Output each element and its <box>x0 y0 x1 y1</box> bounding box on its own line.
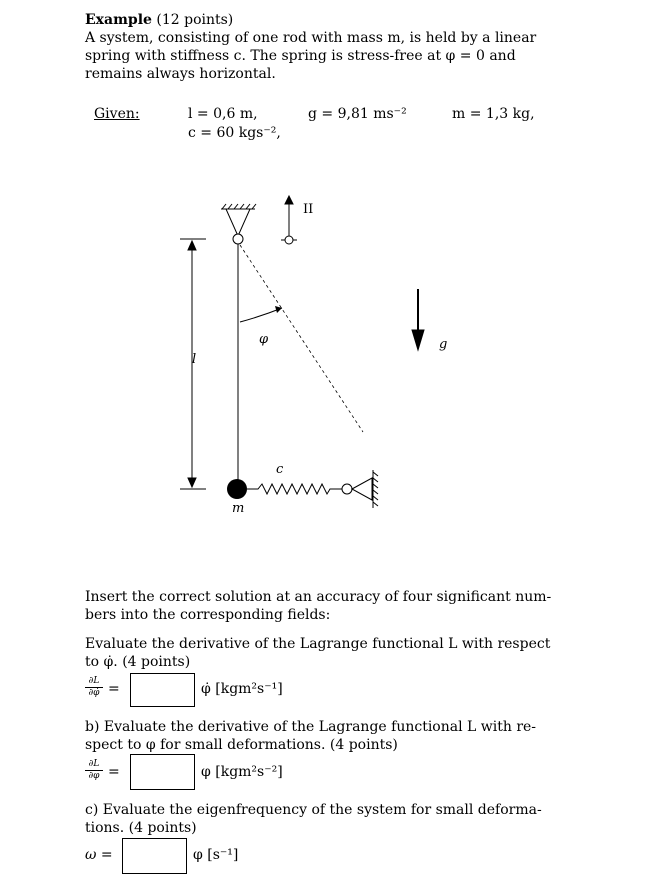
mass-label: m <box>232 501 245 516</box>
wall-hinge-support <box>342 470 378 508</box>
given-length: l = 0,6 m, <box>188 106 258 122</box>
q2-unit: φ [kgm²s⁻²] <box>201 764 283 780</box>
q3-lhs: ω = <box>85 847 113 863</box>
q1-equals: = <box>108 681 120 697</box>
q1-answer-field[interactable] <box>130 673 195 707</box>
spring <box>247 484 343 494</box>
gravity-arrow <box>412 289 424 350</box>
instructions-line-1: Insert the correct solution at an accuracy of four significant num- <box>85 589 552 605</box>
point-mass <box>227 479 247 499</box>
q3-answer-field[interactable] <box>122 838 187 874</box>
upper-hinge-support <box>221 204 256 244</box>
length-label: l <box>192 352 197 367</box>
given-gravity: g = 9,81 ms⁻² <box>308 106 407 122</box>
intro-line-1: A system, consisting of one rod with mass m, is held by a linear <box>85 30 537 46</box>
intro-line-2: spring with stiffness c. The spring is stress-free at φ = 0 and <box>85 48 516 64</box>
phi-label: φ <box>259 332 269 347</box>
q3-text-line-2: tions. (4 points) <box>85 820 197 836</box>
q2-text-line-1: b) Evaluate the derivative of the Lagrange functional L with re- <box>85 719 537 735</box>
pi-label: II <box>303 202 314 217</box>
intro-line-3: remains always horizontal. <box>85 66 276 82</box>
pi-support-symbol <box>281 196 297 244</box>
spring-label: c <box>276 462 284 477</box>
q2-answer-field[interactable] <box>130 754 195 790</box>
given-label: Given: <box>94 106 140 122</box>
title-bold: Example <box>85 12 152 28</box>
q2-equals: = <box>108 764 120 780</box>
q1-text-line-1: Evaluate the derivative of the Lagrange functional L with respect <box>85 636 551 652</box>
q3-text-line-1: c) Evaluate the eigenfrequency of the system for small deforma- <box>85 802 542 818</box>
q2-lhs-fraction: ∂L ∂φ <box>85 760 103 781</box>
q3-unit: φ [s⁻¹] <box>193 847 239 863</box>
title-points: (12 points) <box>156 12 234 28</box>
given-stiffness: c = 60 kgs⁻², <box>188 125 281 141</box>
instructions-line-2: bers into the corresponding fields: <box>85 607 331 623</box>
angle-arc <box>240 308 282 322</box>
gravity-label: g <box>439 337 448 352</box>
q1-lhs-fraction: ∂L ∂φ̇ <box>85 677 103 698</box>
q2-text-line-2: spect to φ for small deformations. (4 points) <box>85 737 398 753</box>
q1-unit: φ̇ [kgm²s⁻¹] <box>201 681 283 697</box>
q1-text-line-2: to φ̇. (4 points) <box>85 654 191 670</box>
given-mass: m = 1,3 kg, <box>452 106 535 122</box>
